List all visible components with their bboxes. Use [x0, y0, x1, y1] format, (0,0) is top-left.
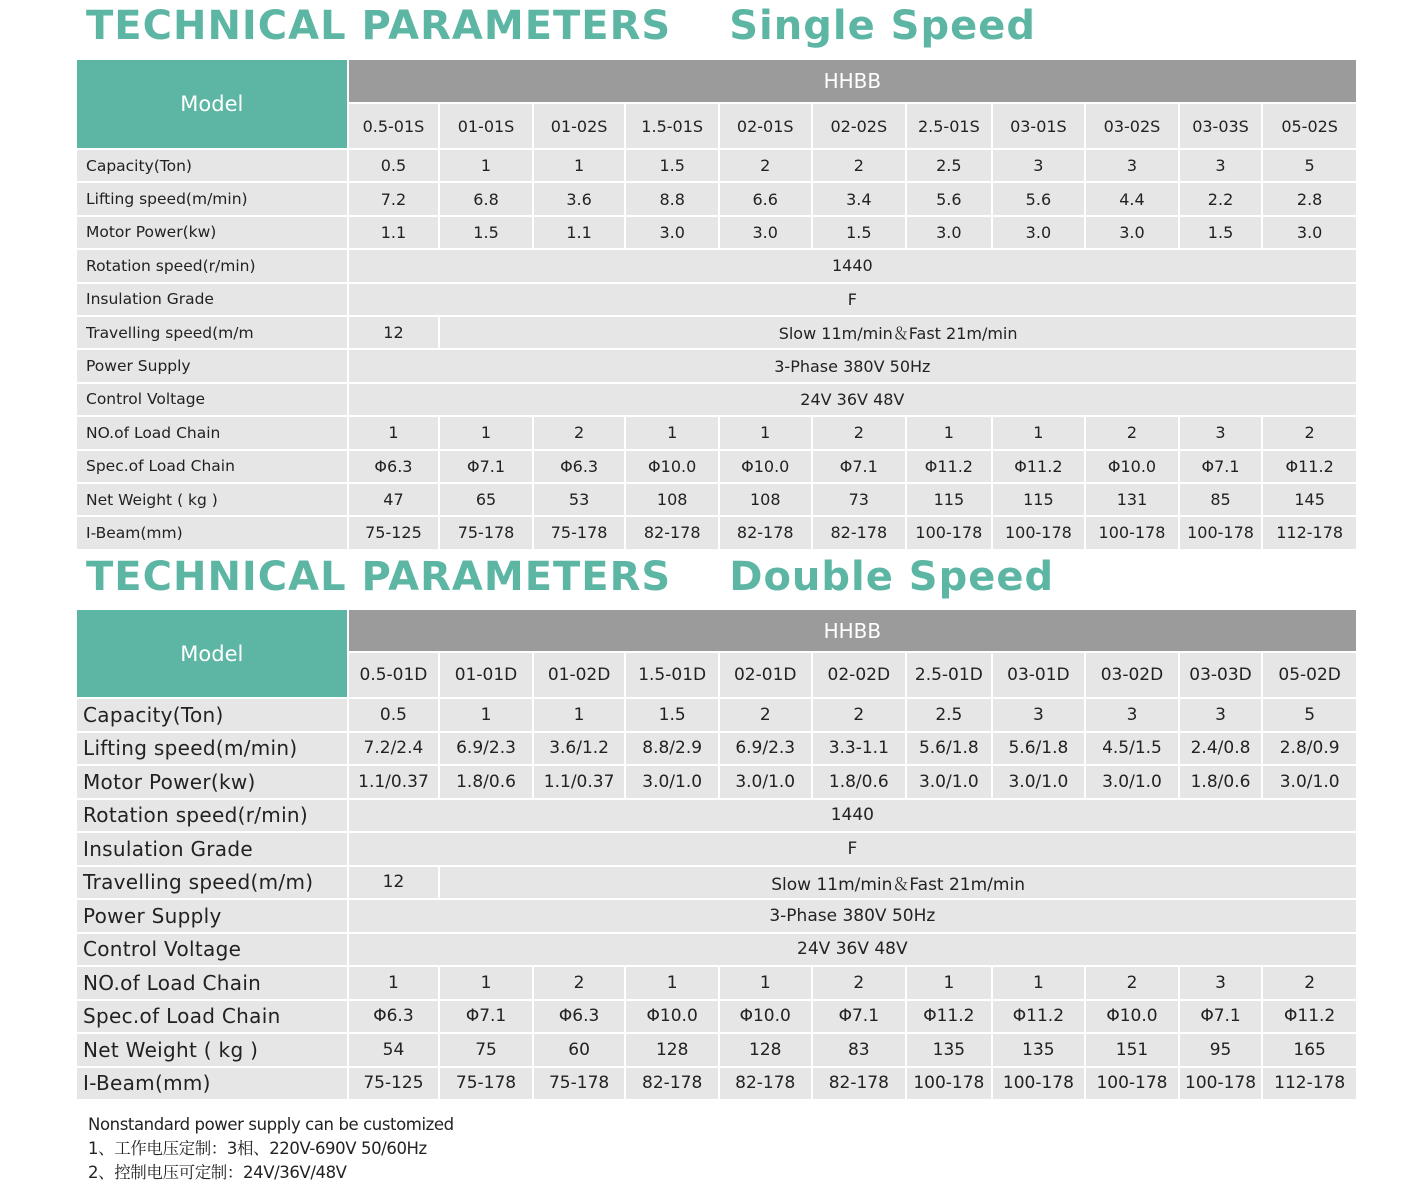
table-cell: 2.5: [906, 698, 992, 732]
table-cell: 1.8/0.6: [439, 765, 533, 799]
table-cell: 100-178: [1179, 516, 1263, 549]
table-cell: 2: [812, 149, 907, 182]
model-cell: 01-01D: [439, 652, 533, 698]
table-cell: 3: [1179, 966, 1263, 1000]
single-speed-title: TECHNICAL PARAMETERS: [86, 3, 672, 49]
model-cell: 03-03S: [1179, 103, 1263, 149]
row-label: Motor Power(kw): [76, 765, 348, 799]
table-cell: 75-178: [439, 1067, 533, 1101]
row-label: Control Voltage: [76, 933, 348, 967]
table-cell: Φ7.1: [1179, 450, 1263, 483]
table-cell: 100-178: [906, 516, 992, 549]
row-label: Travelling speed(m/m: [76, 316, 348, 349]
table-cell: 53: [533, 483, 626, 516]
model-cell: 0.5-01D: [348, 652, 440, 698]
table-cell: 128: [719, 1033, 812, 1067]
table-row: [76, 182, 1357, 215]
table-cell: 5: [1262, 698, 1357, 732]
table-cell: 7.2/2.4: [348, 732, 440, 766]
model-cell: 05-02D: [1262, 652, 1357, 698]
row-label: Motor Power(kw): [76, 216, 348, 249]
table-cell: 1: [439, 149, 533, 182]
table-cell: 12: [348, 866, 440, 900]
table-row: [76, 516, 1357, 549]
table-cell: 3: [1179, 698, 1263, 732]
row-label: Power Supply: [76, 899, 348, 933]
table-cell: 165: [1262, 1033, 1357, 1067]
table-cell: 82-178: [719, 1067, 812, 1101]
table-cell: 135: [992, 1033, 1086, 1067]
table-cell: 0.5: [348, 698, 440, 732]
table-cell: 3.0: [625, 216, 719, 249]
row-label: Rotation speed(r/min): [76, 799, 348, 833]
table-cell: Φ6.3: [348, 1000, 440, 1034]
table-cell: 2: [812, 698, 907, 732]
table-cell: 3.0/1.0: [906, 765, 992, 799]
table-cell: 100-178: [992, 1067, 1086, 1101]
table-cell: 54: [348, 1033, 440, 1067]
table-cell: 128: [625, 1033, 719, 1067]
table-cell: 2.8/0.9: [1262, 732, 1357, 766]
table-cell: 100-178: [1179, 1067, 1263, 1101]
table-cell: 85: [1179, 483, 1263, 516]
row-label: I-Beam(mm): [76, 516, 348, 549]
table-cell: 6.9/2.3: [719, 732, 812, 766]
table-cell: 100-178: [1085, 516, 1179, 549]
table-cell: 2: [812, 966, 907, 1000]
table-cell: Φ7.1: [812, 1000, 907, 1034]
table-cell: 3.0: [906, 216, 992, 249]
table-cell: Φ10.0: [1085, 450, 1179, 483]
table-cell: Φ6.3: [533, 450, 626, 483]
table-row: [76, 349, 1357, 382]
table-cell: 1.8/0.6: [812, 765, 907, 799]
table-cell: 75-178: [533, 1067, 626, 1101]
model-cell: 03-01D: [992, 652, 1086, 698]
table-cell: 3.0: [719, 216, 812, 249]
table-cell: 1.5: [439, 216, 533, 249]
table-row: [76, 832, 1357, 866]
table-cell: 4.5/1.5: [1085, 732, 1179, 766]
table-row: [76, 450, 1357, 483]
row-label: Net Weight ( kg ): [76, 483, 348, 516]
table-cell: 1.1/0.37: [533, 765, 626, 799]
table-cell: 75: [439, 1033, 533, 1067]
table-cell: 47: [348, 483, 440, 516]
table-cell: 108: [625, 483, 719, 516]
table-cell: 4.4: [1085, 182, 1179, 215]
model-cell: 2.5-01S: [906, 103, 992, 149]
single-speed-table: [75, 58, 1358, 551]
table-cell: 1: [625, 966, 719, 1000]
table-cell: 6.9/2.3: [439, 732, 533, 766]
table-cell: Φ6.3: [533, 1000, 626, 1034]
table-cell: Φ11.2: [1262, 1000, 1357, 1034]
table-cell: Φ7.1: [1179, 1000, 1263, 1034]
table-cell: 2.8: [1262, 182, 1357, 215]
model-cell: 02-02D: [812, 652, 907, 698]
table-cell: 2: [1262, 416, 1357, 449]
note-working-voltage: 1、工作电压定制：3相、220V-690V 50/60Hz: [88, 1139, 427, 1158]
table-cell: 135: [906, 1033, 992, 1067]
table-row: [76, 249, 1357, 282]
table-cell: 1: [439, 416, 533, 449]
table-cell: 1.1: [533, 216, 626, 249]
table-cell: 83: [812, 1033, 907, 1067]
table-cell: Φ11.2: [1262, 450, 1357, 483]
table-cell: 3: [1085, 698, 1179, 732]
model-cell: 02-01D: [719, 652, 812, 698]
table-cell: 5.6: [992, 182, 1086, 215]
table-cell: 3.0/1.0: [719, 765, 812, 799]
table-cell: 1: [992, 966, 1086, 1000]
table-cell: 2: [533, 416, 626, 449]
table-cell: 1.8/0.6: [1179, 765, 1263, 799]
table-row: [76, 1033, 1357, 1067]
table-cell: Φ11.2: [992, 1000, 1086, 1034]
spanned-cell: Slow 11m/min＆Fast 21m/min: [439, 866, 1357, 900]
model-cell: 2.5-01D: [906, 652, 992, 698]
table-cell: 3.0/1.0: [625, 765, 719, 799]
table-cell: 6.6: [719, 182, 812, 215]
table-cell: 100-178: [1085, 1067, 1179, 1101]
table-cell: 73: [812, 483, 907, 516]
table-cell: 3.0: [992, 216, 1086, 249]
table-cell: 3: [1179, 416, 1263, 449]
table-cell: 108: [719, 483, 812, 516]
table-cell: 2: [719, 698, 812, 732]
double-speed-table: [75, 608, 1358, 1101]
table-cell: 3.0: [1262, 216, 1357, 249]
row-label: Insulation Grade: [76, 832, 348, 866]
note-customization: Nonstandard power supply can be customized: [88, 1115, 454, 1134]
row-label: Lifting speed(m/min): [76, 732, 348, 766]
model-cell: 01-01S: [439, 103, 533, 149]
row-label: Lifting speed(m/min): [76, 182, 348, 215]
spanned-cell: 1440: [348, 249, 1357, 282]
spanned-cell: 1440: [348, 799, 1357, 833]
double-speed-heading: [86, 554, 1055, 600]
table-cell: 82-178: [812, 516, 907, 549]
table-cell: 2.2: [1179, 182, 1263, 215]
table-row: [76, 149, 1357, 182]
spanned-cell: 3-Phase 380V 50Hz: [348, 349, 1357, 382]
row-label: Spec.of Load Chain: [76, 450, 348, 483]
table-cell: 1.5: [1179, 216, 1263, 249]
single-speed-heading: [86, 3, 1036, 49]
table-cell: 112-178: [1262, 1067, 1357, 1101]
table-row: [76, 1000, 1357, 1034]
model-cell: 01-02S: [533, 103, 626, 149]
model-cell: 05-02S: [1262, 103, 1357, 149]
table-cell: Φ11.2: [992, 450, 1086, 483]
table-cell: 1.1/0.37: [348, 765, 440, 799]
table-cell: 60: [533, 1033, 626, 1067]
table-cell: 0.5: [348, 149, 440, 182]
table-cell: 75-178: [439, 516, 533, 549]
table-row: [76, 283, 1357, 316]
table-cell: 2: [533, 966, 626, 1000]
model-cell: 1.5-01D: [625, 652, 719, 698]
series-header: HHBB: [348, 609, 1357, 652]
table-cell: 1.5: [625, 149, 719, 182]
table-cell: 82-178: [625, 1067, 719, 1101]
table-cell: 12: [348, 316, 440, 349]
row-label: Travelling speed(m/m): [76, 866, 348, 900]
spanned-cell: 3-Phase 380V 50Hz: [348, 899, 1357, 933]
table-cell: 1: [533, 698, 626, 732]
table-cell: Φ7.1: [439, 450, 533, 483]
row-label: I-Beam(mm): [76, 1067, 348, 1101]
table-cell: 1: [533, 149, 626, 182]
table-cell: 3.0/1.0: [992, 765, 1086, 799]
table-cell: 3: [992, 698, 1086, 732]
table-cell: 3: [992, 149, 1086, 182]
table-cell: 1: [906, 416, 992, 449]
row-label: Insulation Grade: [76, 283, 348, 316]
model-cell: 0.5-01S: [348, 103, 440, 149]
table-cell: 5: [1262, 149, 1357, 182]
table-cell: 1: [719, 416, 812, 449]
header-row: [76, 609, 1357, 652]
table-cell: 2: [1085, 416, 1179, 449]
table-cell: 3.6/1.2: [533, 732, 626, 766]
table-cell: Φ6.3: [348, 450, 440, 483]
model-cell: 03-01S: [992, 103, 1086, 149]
table-cell: 75-178: [533, 516, 626, 549]
table-cell: 82-178: [812, 1067, 907, 1101]
model-cell: 02-01S: [719, 103, 812, 149]
double-speed-title: TECHNICAL PARAMETERS: [86, 554, 672, 600]
table-cell: 1: [348, 966, 440, 1000]
table-cell: Φ10.0: [719, 1000, 812, 1034]
series-header: HHBB: [348, 59, 1357, 103]
table-cell: 5.6/1.8: [906, 732, 992, 766]
row-label: NO.of Load Chain: [76, 416, 348, 449]
table-cell: 95: [1179, 1033, 1263, 1067]
table-cell: Φ10.0: [1085, 1000, 1179, 1034]
model-header: Model: [76, 59, 348, 149]
table-cell: 1: [906, 966, 992, 1000]
model-cell: 03-03D: [1179, 652, 1263, 698]
row-label: Rotation speed(r/min): [76, 249, 348, 282]
table-row: [76, 383, 1357, 416]
table-cell: 3.4: [812, 182, 907, 215]
table-cell: 7.2: [348, 182, 440, 215]
table-cell: 2: [1262, 966, 1357, 1000]
table-cell: 8.8: [625, 182, 719, 215]
row-label: Spec.of Load Chain: [76, 1000, 348, 1034]
notes: [88, 1113, 454, 1185]
model-cell: 1.5-01S: [625, 103, 719, 149]
table-cell: 1.1: [348, 216, 440, 249]
table-cell: 5.6: [906, 182, 992, 215]
spanned-cell: F: [348, 283, 1357, 316]
table-cell: 3.3-1.1: [812, 732, 907, 766]
table-cell: 145: [1262, 483, 1357, 516]
table-row: [76, 899, 1357, 933]
double-speed-subtitle: Double Speed: [729, 554, 1055, 600]
table-cell: 2.5: [906, 149, 992, 182]
table-cell: Φ10.0: [625, 1000, 719, 1034]
table-cell: 82-178: [625, 516, 719, 549]
table-cell: Φ11.2: [906, 1000, 992, 1034]
table-cell: 2: [1085, 966, 1179, 1000]
table-cell: 1: [348, 416, 440, 449]
model-header: Model: [76, 609, 348, 698]
header-row: [76, 59, 1357, 103]
row-label: Capacity(Ton): [76, 149, 348, 182]
table-row: [76, 316, 1357, 349]
model-cell: 02-02S: [812, 103, 907, 149]
table-cell: Φ7.1: [812, 450, 907, 483]
spanned-cell: 24V 36V 48V: [348, 383, 1357, 416]
table-cell: 3.6: [533, 182, 626, 215]
table-cell: Φ10.0: [625, 450, 719, 483]
table-row: [76, 966, 1357, 1000]
spanned-cell: F: [348, 832, 1357, 866]
spanned-cell: 24V 36V 48V: [348, 933, 1357, 967]
model-cell: 01-02D: [533, 652, 626, 698]
table-row: [76, 799, 1357, 833]
table-cell: 82-178: [719, 516, 812, 549]
table-row: [76, 483, 1357, 516]
table-cell: 3.0: [1085, 216, 1179, 249]
table-cell: 100-178: [906, 1067, 992, 1101]
table-cell: 2.4/0.8: [1179, 732, 1263, 766]
table-cell: 115: [992, 483, 1086, 516]
table-cell: 3.0/1.0: [1085, 765, 1179, 799]
single-speed-subtitle: Single Speed: [729, 3, 1036, 49]
row-label: NO.of Load Chain: [76, 966, 348, 1000]
table-cell: 1.5: [812, 216, 907, 249]
model-cell: 03-02S: [1085, 103, 1179, 149]
table-cell: 65: [439, 483, 533, 516]
row-label: Net Weight ( kg ): [76, 1033, 348, 1067]
model-cell: 03-02D: [1085, 652, 1179, 698]
row-label: Capacity(Ton): [76, 698, 348, 732]
table-row: [76, 416, 1357, 449]
table-row: [76, 933, 1357, 967]
table-cell: 75-125: [348, 1067, 440, 1101]
table-cell: Φ10.0: [719, 450, 812, 483]
table-cell: 6.8: [439, 182, 533, 215]
note-control-voltage: 2、控制电压可定制：24V/36V/48V: [88, 1163, 347, 1182]
table-cell: 1: [992, 416, 1086, 449]
table-cell: 8.8/2.9: [625, 732, 719, 766]
spanned-cell: Slow 11m/min＆Fast 21m/min: [439, 316, 1357, 349]
table-cell: 115: [906, 483, 992, 516]
table-row: [76, 765, 1357, 799]
table-cell: 75-125: [348, 516, 440, 549]
table-row: [76, 698, 1357, 732]
table-row: [76, 216, 1357, 249]
row-label: Power Supply: [76, 349, 348, 382]
table-cell: 1.5: [625, 698, 719, 732]
table-cell: 100-178: [992, 516, 1086, 549]
table-row: [76, 866, 1357, 900]
table-cell: 131: [1085, 483, 1179, 516]
table-cell: 3.0/1.0: [1262, 765, 1357, 799]
table-cell: 1: [439, 966, 533, 1000]
table-row: [76, 732, 1357, 766]
table-cell: 2: [719, 149, 812, 182]
table-cell: 2: [812, 416, 907, 449]
table-row: [76, 1067, 1357, 1101]
table-cell: 3: [1179, 149, 1263, 182]
table-cell: 151: [1085, 1033, 1179, 1067]
table-cell: 112-178: [1262, 516, 1357, 549]
table-cell: 1: [719, 966, 812, 1000]
table-cell: 5.6/1.8: [992, 732, 1086, 766]
table-cell: 1: [625, 416, 719, 449]
table-cell: Φ7.1: [439, 1000, 533, 1034]
table-cell: 3: [1085, 149, 1179, 182]
table-cell: 1: [439, 698, 533, 732]
row-label: Control Voltage: [76, 383, 348, 416]
table-cell: Φ11.2: [906, 450, 992, 483]
